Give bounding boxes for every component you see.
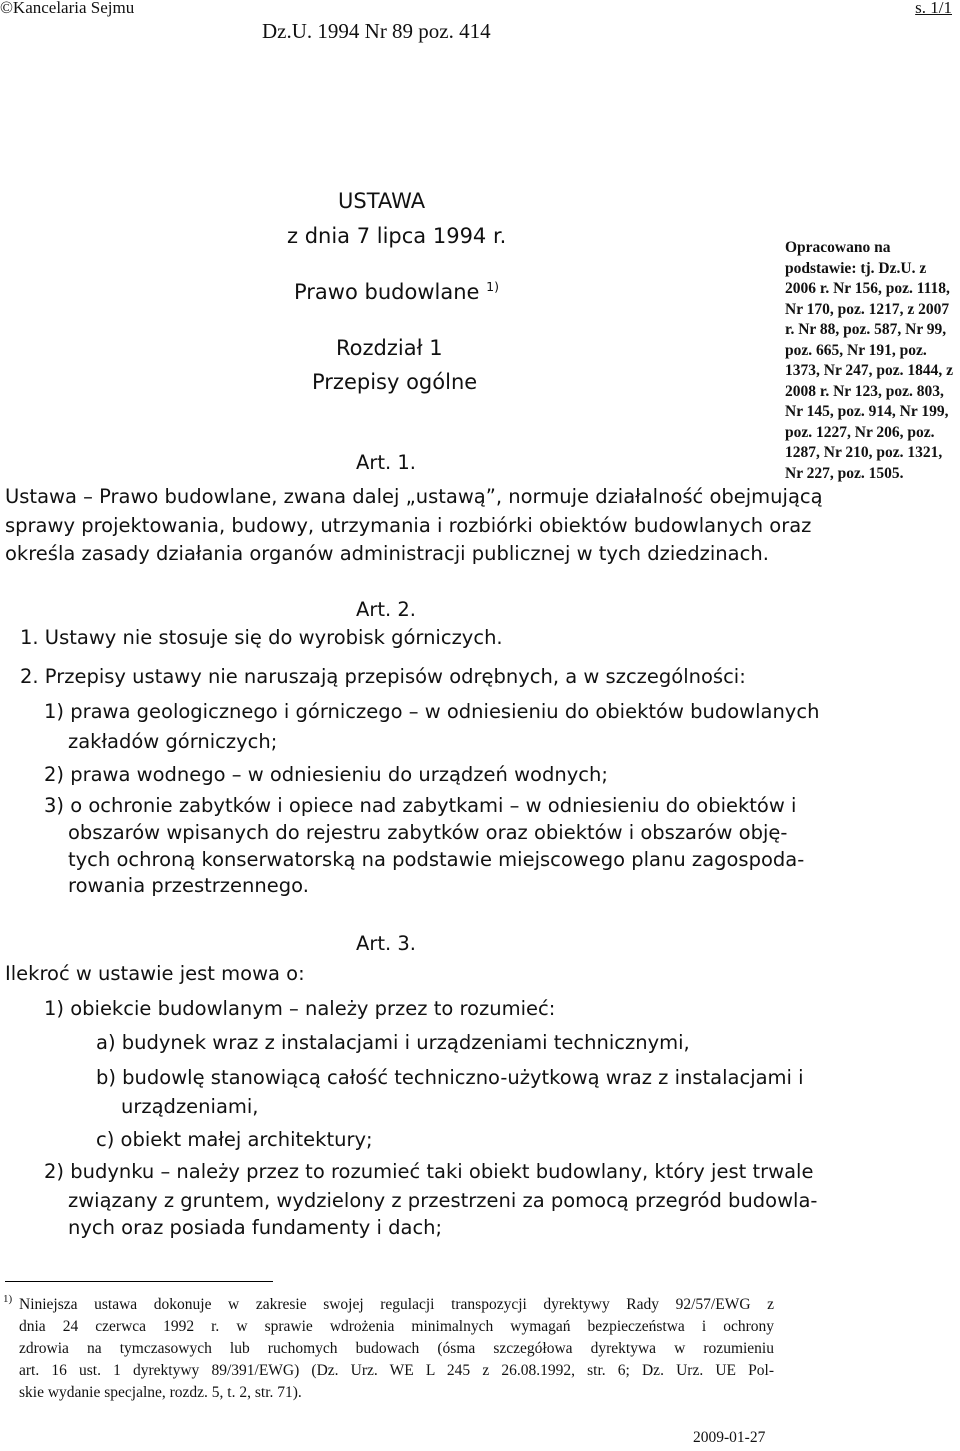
page-number: s. 1/1	[915, 0, 952, 17]
art1-heading: Art. 1.	[356, 451, 417, 474]
art3-subitem: a) budynek wraz z instalacjami i urządzeniami technicznymi,	[96, 1031, 690, 1054]
art2-item-cont: tych ochroną konserwatorską na podstawie miejscowego planu zagospoda-	[68, 848, 805, 871]
art2-item-cont: obszarów wpisanych do rejestru zabytków oraz obiektów i obszarów obję-	[68, 821, 788, 844]
art2-paragraph: 1. Ustawy nie stosuje się do wyrobisk górniczych.	[20, 626, 503, 649]
art2-item: 3) o ochronie zabytków i opiece nad zabytkami – w odniesieniu do obiektów i	[44, 794, 797, 817]
footnote-divider	[5, 1281, 273, 1282]
art3-subitem: b) budowlę stanowiącą całość techniczno-użytkową wraz z instalacjami i	[96, 1066, 804, 1089]
art3-item: 2) budynku – należy przez to rozumieć taki obiekt budowlany, który jest trwale	[44, 1160, 814, 1183]
art2-paragraph: 2. Przepisy ustawy nie naruszają przepisów odrębnych, a w szczególności:	[20, 665, 746, 688]
art3-subitem-cont: urządzeniami,	[121, 1095, 259, 1118]
footnote-line: zdrowia na tymczasowych lub ruchomych budowach (ósma szczegółowa dyrektywa w rozumieniu	[19, 1340, 774, 1357]
art1-line: sprawy projektowania, budowy, utrzymania i rozbiórki obiektów budowlanych oraz	[5, 514, 812, 537]
art3-heading: Art. 3.	[356, 932, 417, 955]
citation: Dz.U. 1994 Nr 89 poz. 414	[262, 19, 491, 43]
footnote-line: dnia 24 czerwca 1992 r. w sprawie wdrożenia minimalnych wymagań bezpieczeństwa i ochrony	[19, 1318, 774, 1335]
document-kind: USTAWA	[338, 189, 426, 213]
art3-subitem: c) obiekt małej architektury;	[96, 1128, 373, 1151]
document-date: z dnia 7 lipca 1994 r.	[287, 224, 507, 248]
footer-date: 2009-01-27	[693, 1429, 766, 1446]
footnote-line: art. 16 ust. 1 dyrektywy 89/391/EWG) (Dz. Urz. WE L 245 z 26.08.1992, str. 6; Dz. Urz. UE Pol-	[19, 1362, 774, 1379]
art3-item-cont: nych oraz posiada fundamenty i dach;	[68, 1216, 443, 1239]
chapter-title: Przepisy ogólne	[312, 370, 478, 394]
consolidation-note: Opracowano na podstawie: tj. Dz.U. z 2006 r. Nr 156, poz. 1118, Nr 170, poz. 1217, z 2007 r. Nr 88, poz. 587, Nr 99, poz. 665, Nr 191, poz. 1373, Nr 247, poz. 1844, z 2008 r. Nr 123, poz. 803, Nr 145, poz. 914, Nr 199, poz. 1227, Nr 206, poz. 1287, Nr 210, poz. 1321, Nr 227, poz. 1505.	[785, 239, 954, 482]
art1-line: określa zasady działania organów administracji publicznej w tych dziedzinach.	[5, 542, 769, 565]
footnote-ref: 1)	[486, 279, 500, 294]
art2-item-cont: zakładów górniczych;	[68, 730, 278, 753]
art3-item: 1) obiekcie budowlanym – należy przez to rozumieć:	[44, 997, 556, 1020]
art3-item-cont: związany z gruntem, wydzielony z przestrzeni za pomocą przegród budowla-	[68, 1189, 818, 1212]
footnote-mark: 1)	[3, 1293, 13, 1305]
footnote-line: skie wydanie specjalne, rozdz. 5, t. 2, str. 71).	[19, 1384, 302, 1401]
art2-item: 2) prawa wodnego – w odniesieniu do urządzeń wodnych;	[44, 763, 608, 786]
art2-item-cont: rowania przestrzennego.	[68, 874, 309, 897]
art3-intro: Ilekroć w ustawie jest mowa o:	[5, 962, 305, 985]
art2-item: 1) prawa geologicznego i górniczego – w odniesieniu do obiektów budowlanych	[44, 700, 820, 723]
art2-heading: Art. 2.	[356, 598, 417, 621]
document-title: Prawo budowlane $^{1)}$	[294, 279, 500, 304]
chapter-number: Rozdział 1	[336, 336, 443, 360]
art1-line: Ustawa – Prawo budowlane, zwana dalej „ustawą”, normuje działalność obejmującą	[5, 485, 823, 508]
footnote-line: Niniejsza ustawa dokonuje w zakresie swojej regulacji transpozycji dyrektywy Rady 92/57/EWG z	[19, 1296, 774, 1313]
header-copyright: ©Kancelaria Sejmu	[0, 0, 135, 17]
